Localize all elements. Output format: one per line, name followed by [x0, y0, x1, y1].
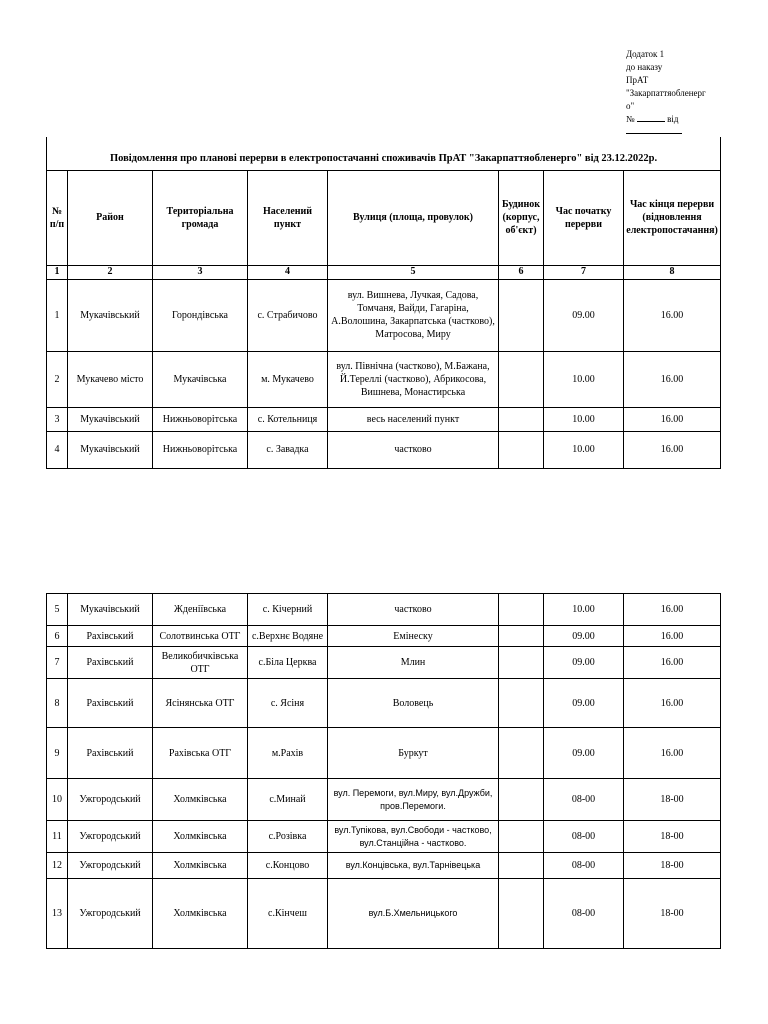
column-number-row — [47, 265, 721, 279]
column-number: 2 — [68, 265, 153, 279]
cell-num: 12 — [47, 853, 68, 879]
cell-settlement: с.Верхнє Водяне — [248, 626, 328, 647]
table-row — [47, 879, 721, 949]
cell-building — [499, 679, 544, 728]
cell-district: Ужгородський — [68, 879, 153, 949]
cell-settlement: с.Концово — [248, 853, 328, 879]
cell-district: Ужгородський — [68, 821, 153, 853]
cell-start: 09.00 — [544, 647, 624, 679]
header-district: Район — [68, 170, 153, 265]
cell-community: Ясінянська ОТГ — [153, 679, 248, 728]
cell-num: 7 — [47, 647, 68, 679]
date-blank — [626, 126, 682, 134]
appendix-line: о" — [626, 101, 635, 111]
cell-start: 10.00 — [544, 407, 624, 431]
cell-building — [499, 728, 544, 779]
column-number: 7 — [544, 265, 624, 279]
cell-street: вул. Вишнева, Лучкая, Садова, Томчаня, Вайди, Гагаріна, А.Волошина, Закарпатська (частково), Матросова, Миру — [328, 279, 499, 351]
cell-community: Холмківська — [153, 779, 248, 821]
cell-start: 10.00 — [544, 351, 624, 407]
cell-settlement: с. Ясіня — [248, 679, 328, 728]
cell-start: 10.00 — [544, 431, 624, 468]
cell-street: вул. Перемоги, вул.Миру, вул.Дружби, пров.Перемоги. — [328, 779, 499, 821]
cell-num: 11 — [47, 821, 68, 853]
cell-street: Буркут — [328, 728, 499, 779]
cell-district: Ужгородський — [68, 779, 153, 821]
cell-num: 1 — [47, 279, 68, 351]
table-row — [47, 351, 721, 407]
table-row — [47, 647, 721, 679]
cell-end: 16.00 — [624, 351, 721, 407]
header-settlement: Населений пункт — [248, 170, 328, 265]
cell-settlement: с.Розівка — [248, 821, 328, 853]
cell-building — [499, 594, 544, 626]
cell-start: 08-00 — [544, 879, 624, 949]
table-row — [47, 779, 721, 821]
cell-street: частково — [328, 431, 499, 468]
cell-district: Рахівський — [68, 728, 153, 779]
outage-table-part2 — [46, 593, 721, 949]
cell-settlement: с. Завадка — [248, 431, 328, 468]
header-start: Час початку перерви — [544, 170, 624, 265]
appendix-line: до наказу — [626, 62, 663, 72]
cell-building — [499, 626, 544, 647]
cell-street: Емінеску — [328, 626, 499, 647]
cell-district: Мукачівський — [68, 431, 153, 468]
cell-start: 08-00 — [544, 853, 624, 879]
cell-building — [499, 879, 544, 949]
column-number: 1 — [47, 265, 68, 279]
cell-end: 18-00 — [624, 821, 721, 853]
cell-num: 9 — [47, 728, 68, 779]
appendix-line: Додаток 1 — [626, 49, 665, 59]
cell-start: 08-00 — [544, 821, 624, 853]
appendix-note — [626, 48, 722, 134]
column-number: 8 — [624, 265, 721, 279]
cell-community: Холмківська — [153, 853, 248, 879]
cell-community: Жденіївська — [153, 594, 248, 626]
cell-end: 16.00 — [624, 626, 721, 647]
cell-end: 16.00 — [624, 679, 721, 728]
cell-num: 6 — [47, 626, 68, 647]
table-row — [47, 431, 721, 468]
cell-num: 5 — [47, 594, 68, 626]
cell-community: Холмківська — [153, 821, 248, 853]
cell-num: 4 — [47, 431, 68, 468]
cell-settlement: с.Минай — [248, 779, 328, 821]
cell-street: весь населений пункт — [328, 407, 499, 431]
table-row — [47, 594, 721, 626]
cell-district: Мукачівський — [68, 279, 153, 351]
cell-street: вул. Північна (частково), М.Бажана, Й.Тереллі (частково), Абрикосова, Вишнева, Монастирська — [328, 351, 499, 407]
cell-district: Рахівський — [68, 626, 153, 647]
cell-end: 18-00 — [624, 879, 721, 949]
cell-community: Холмківська — [153, 879, 248, 949]
cell-district: Рахівський — [68, 647, 153, 679]
number-blank — [637, 113, 665, 122]
appendix-order-line — [626, 113, 722, 126]
column-number: 4 — [248, 265, 328, 279]
cell-start: 08-00 — [544, 779, 624, 821]
cell-end: 16.00 — [624, 647, 721, 679]
table-row — [47, 821, 721, 853]
cell-start: 10.00 — [544, 594, 624, 626]
appendix-line: "Закарпаттяобленерг — [626, 88, 706, 98]
cell-num: 13 — [47, 879, 68, 949]
cell-street: вул.Б.Хмельницького — [328, 879, 499, 949]
header-street: Вулиця (площа, провулок) — [328, 170, 499, 265]
cell-end: 18-00 — [624, 779, 721, 821]
table-row — [47, 853, 721, 879]
column-number: 3 — [153, 265, 248, 279]
cell-settlement: м. Мукачево — [248, 351, 328, 407]
cell-building — [499, 853, 544, 879]
cell-settlement: с.Кінчеш — [248, 879, 328, 949]
cell-end: 16.00 — [624, 594, 721, 626]
header-num: № п/п — [47, 170, 68, 265]
cell-settlement: с. Кічерний — [248, 594, 328, 626]
cell-street: Млин — [328, 647, 499, 679]
cell-community: Нижньоворітська — [153, 431, 248, 468]
cell-building — [499, 351, 544, 407]
cell-district: Мукачівський — [68, 407, 153, 431]
cell-community: Солотвинська ОТГ — [153, 626, 248, 647]
cell-end: 16.00 — [624, 431, 721, 468]
cell-num: 3 — [47, 407, 68, 431]
table-row — [47, 279, 721, 351]
cell-start: 09.00 — [544, 679, 624, 728]
cell-street: вул.Концівська, вул.Тарнівецька — [328, 853, 499, 879]
table-row — [47, 407, 721, 431]
cell-building — [499, 407, 544, 431]
header-building: Будинок (корпус, об'єкт) — [499, 170, 544, 265]
cell-community: Нижньоворітська — [153, 407, 248, 431]
cell-settlement: с. Котельниця — [248, 407, 328, 431]
cell-end: 16.00 — [624, 407, 721, 431]
cell-end: 18-00 — [624, 853, 721, 879]
cell-end: 16.00 — [624, 279, 721, 351]
cell-district: Ужгородський — [68, 853, 153, 879]
table-row — [47, 626, 721, 647]
cell-start: 09.00 — [544, 626, 624, 647]
cell-community: Горондівська — [153, 279, 248, 351]
cell-community: Мукачівська — [153, 351, 248, 407]
header-community: Територіальна громада — [153, 170, 248, 265]
cell-building — [499, 821, 544, 853]
appendix-line: ПрАТ — [626, 75, 649, 85]
cell-street: частково — [328, 594, 499, 626]
cell-num: 2 — [47, 351, 68, 407]
column-number: 6 — [499, 265, 544, 279]
cell-end: 16.00 — [624, 728, 721, 779]
cell-district: Мукачівський — [68, 594, 153, 626]
cell-building — [499, 779, 544, 821]
cell-district: Рахівський — [68, 679, 153, 728]
appendix-date-label: від — [667, 114, 679, 124]
cell-street: вул.Тупікова, вул.Свободи - частково, вул.Станційна - частково. — [328, 821, 499, 853]
page-title: Повідомлення про планові перерви в електропостачанні споживачів ПрАТ "Закарпаттяобленерго" від 23.12.2022р. — [47, 137, 721, 170]
cell-start: 09.00 — [544, 279, 624, 351]
header-end: Час кінця перерви (відновлення електропостачання) — [624, 170, 721, 265]
cell-num: 10 — [47, 779, 68, 821]
cell-building — [499, 431, 544, 468]
cell-community: Рахівська ОТГ — [153, 728, 248, 779]
column-number: 5 — [328, 265, 499, 279]
cell-street: Воловець — [328, 679, 499, 728]
cell-num: 8 — [47, 679, 68, 728]
table-row — [47, 728, 721, 779]
cell-community: Великобичківська ОТГ — [153, 647, 248, 679]
cell-district: Мукачево місто — [68, 351, 153, 407]
cell-settlement: с. Страбичово — [248, 279, 328, 351]
outage-table-part1 — [46, 137, 721, 469]
cell-settlement: м.Рахів — [248, 728, 328, 779]
appendix-number-label: № — [626, 114, 635, 124]
table-row — [47, 679, 721, 728]
cell-start: 09.00 — [544, 728, 624, 779]
cell-settlement: с.Біла Церква — [248, 647, 328, 679]
cell-building — [499, 647, 544, 679]
cell-building — [499, 279, 544, 351]
